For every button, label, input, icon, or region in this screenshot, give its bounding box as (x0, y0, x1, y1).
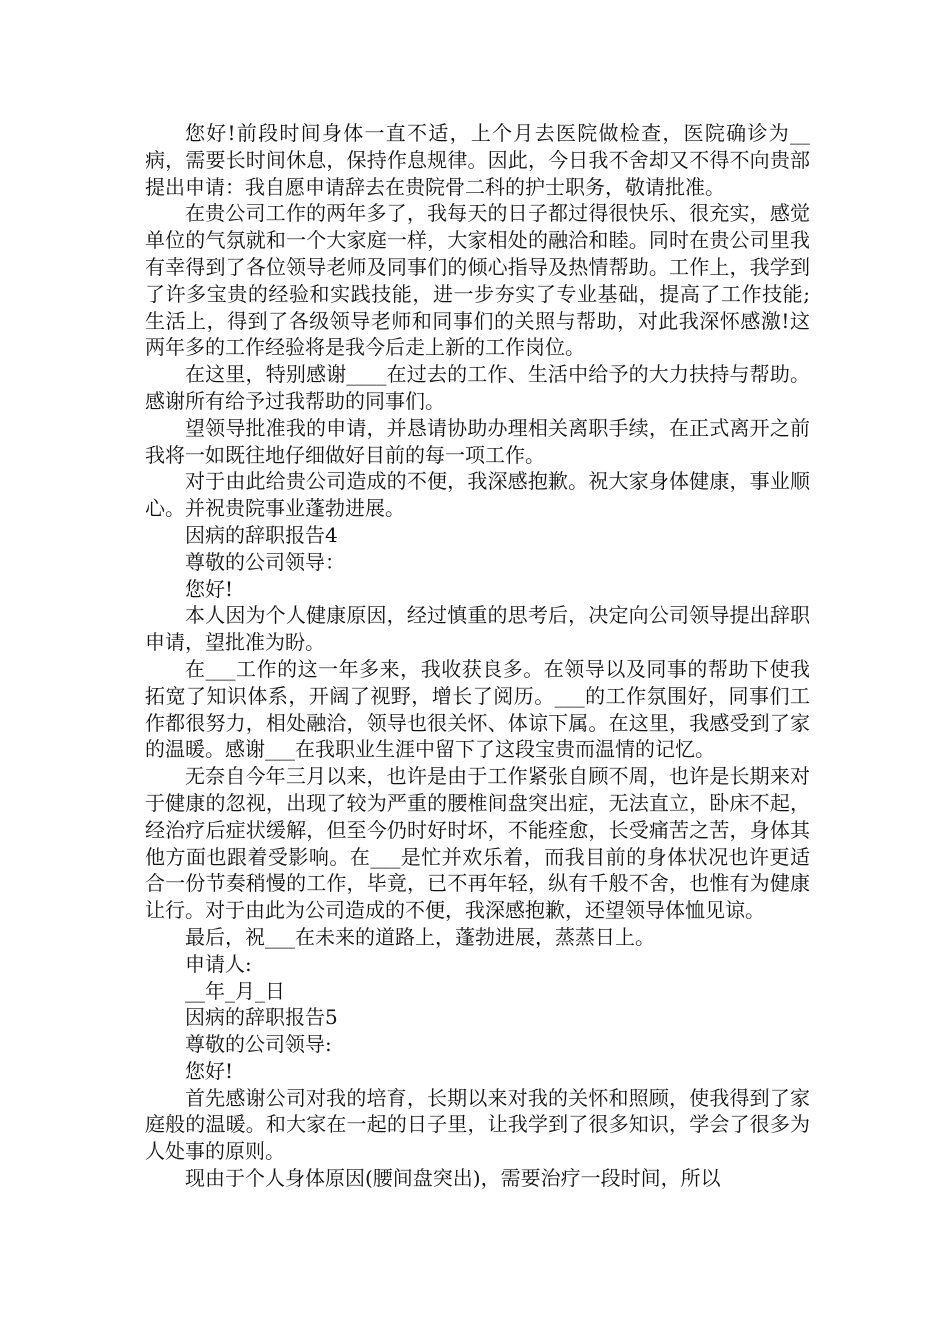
section-heading: 因病的辞职报告5 (185, 1005, 338, 1030)
paragraph: 在这里，特别感谢____在过去的工作、生活中给予的大力扶持与帮助。感谢所有给予过我帮助的同事们。 (145, 362, 810, 413)
greeting: 您好! (185, 576, 234, 601)
applicant-label: 申请人: (185, 951, 252, 976)
paragraph: 您好!前段时间身体一直不适，上个月去医院做检查，医院确诊为__病，需要长时间休息，保持作息规律。因此，今日我不舍却又不得不向贵部提出申请：我自愿申请辞去在贵院骨二科的护士职务，敬请批准。 (145, 121, 810, 199)
salutation: 尊敬的公司领导： (185, 549, 345, 574)
paragraph: 望领导批准我的申请，并恳请协助办理相关离职手续，在正式离开之前我将一如既往地仔细做好目前的每一项工作。 (145, 415, 810, 467)
paragraph: 现由于个人身体原因(腰间盘突出)，需要治疗一段时间，所以 (185, 1166, 721, 1191)
paragraph: 对于由此给贵公司造成的不便，我深感抱歉。祝大家身体健康，事业顺心。并祝贵院事业蓬勃进展。 (145, 469, 810, 521)
salutation: 尊敬的公司领导: (185, 1032, 332, 1057)
paragraph: 在贵公司工作的两年多了，我每天的日子都过得很快乐、很充实，感觉单位的气氛就和一个大家庭一样，大家相处的融洽和睦。同时在贵公司里我有幸得到了各位领导老师及同事们的倾心指导及热情帮助。工作上，我学到了许多宝贵的经验和实践技能，进一步夯实了专业基础，提高了工作技能;生活上，得到了各级领导老师和同事们的关照与帮助，对此我深怀感激!这两年多的工作经验将是我今后走上新的工作岗位。 (145, 201, 810, 360)
paragraph: 无奈自今年三月以来，也许是由于工作紧张自顾不周，也许是长期来对于健康的忽视，出现了较为严重的腰椎间盘突出症，无法直立，卧床不起，经治疗后症状缓解，但至今仍时好时坏，不能痊愈，长受痛苦之苦，身体其他方面也跟着受影响。在___是忙并欢乐着，而我目前的身体状况也许更适合一份节奏稍慢的工作，毕竟，已不再年轻，纵有千般不舍，也惟有为健康让行。对于由此为公司造成的不便，我深感抱歉，还望领导体恤见谅。 (145, 764, 810, 923)
document-body (145, 120, 810, 1192)
date-line: __年_月_日 (185, 978, 285, 1003)
greeting: 您好! (185, 1058, 234, 1083)
paragraph: 在___工作的这一年多来，我收获良多。在领导以及同事的帮助下使我拓宽了知识体系，开阔了视野，增长了阅历。___的工作氛围好，同事们工作都很努力，相处融洽，领导也很关怀、体谅下属。在这里，我感受到了家的温暖。感谢___在我职业生涯中留下了这段宝贵而温情的记忆。 (145, 656, 810, 762)
paragraph: 首先感谢公司对我的培育，长期以来对我的关怀和照顾，使我得到了家庭般的温暖。和大家在一起的日子里，让我学到了很多知识，学会了很多为人处事的原则。 (145, 1085, 810, 1164)
paragraph: 本人因为个人健康原因，经过慎重的思考后，决定向公司领导提出辞职申请，望批准为盼。 (145, 603, 810, 655)
closing: 最后，祝___在未来的道路上，蓬勃进展，蒸蒸日上。 (185, 924, 655, 949)
section-heading: 因病的辞职报告4 (185, 522, 338, 547)
